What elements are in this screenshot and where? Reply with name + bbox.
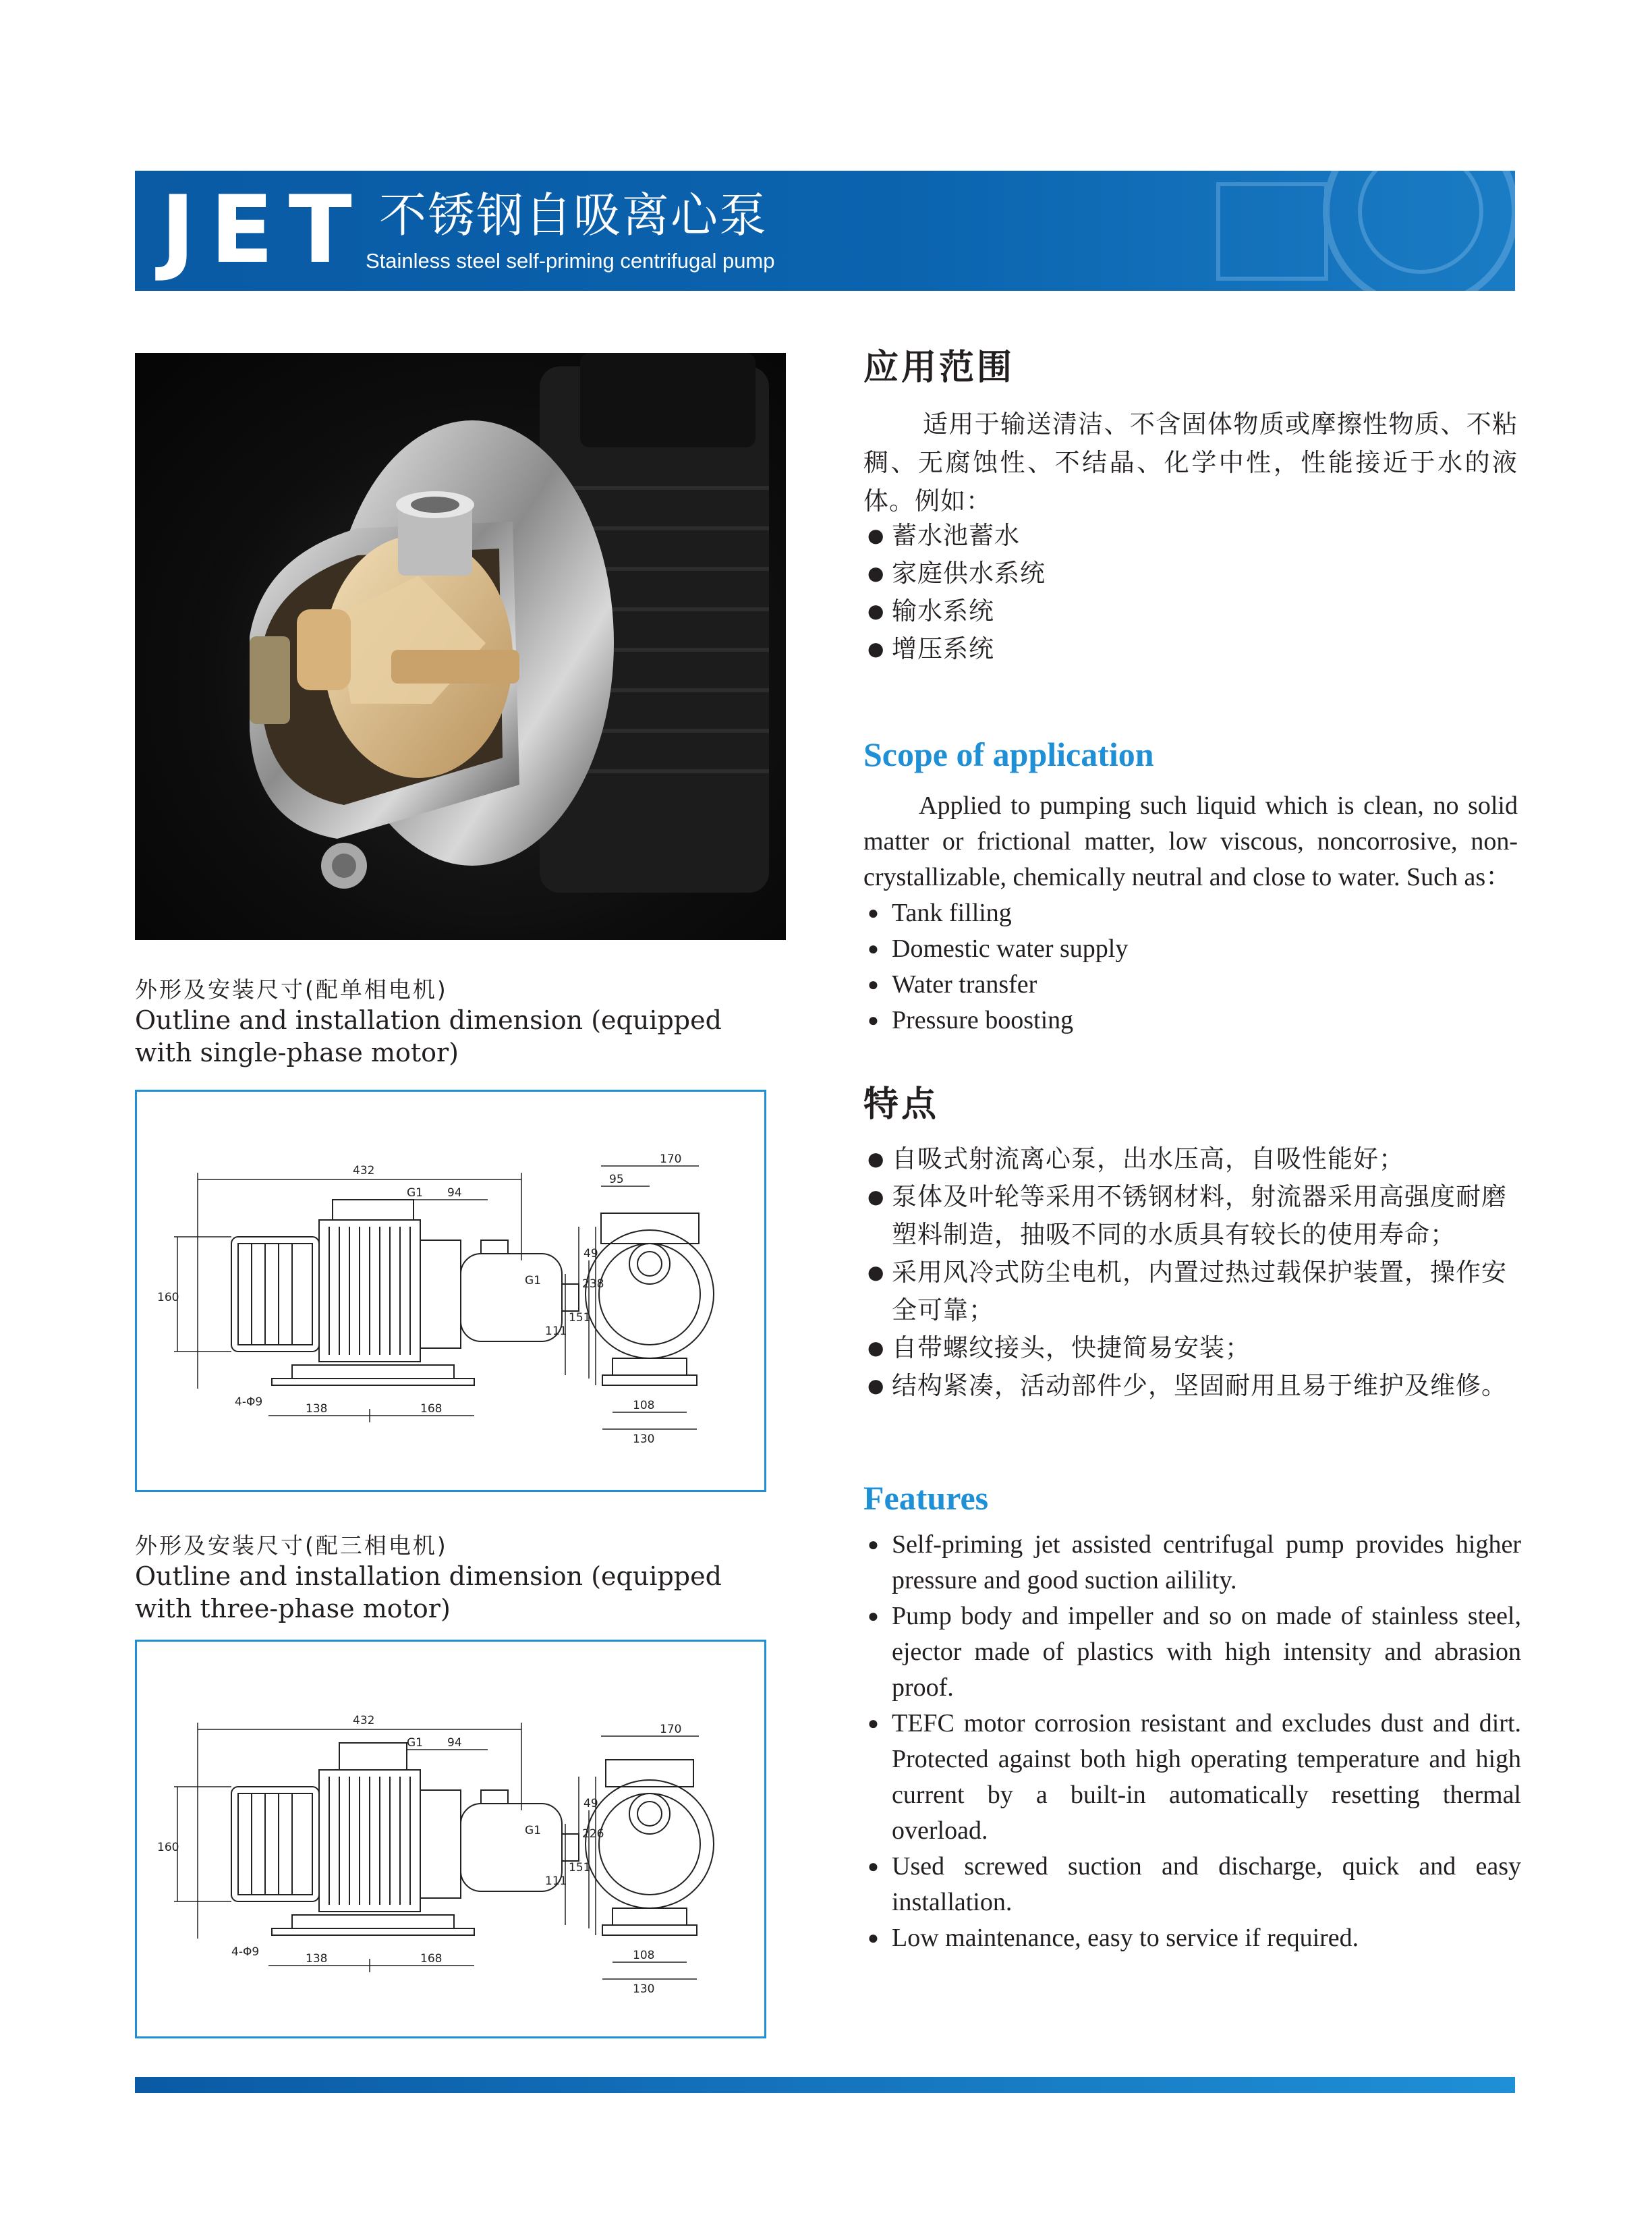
- three-phase-caption: [135, 1532, 782, 1625]
- dim-130: 130: [633, 1982, 655, 1996]
- single-phase-caption: [135, 976, 782, 1069]
- dim-432: 432: [353, 1714, 375, 1727]
- list-item: ● Tank filling: [863, 895, 1521, 931]
- features-list-en: [863, 1527, 1521, 1956]
- dim-151: 151: [569, 1861, 591, 1874]
- list-item: ● Used screwed suction and discharge, quick and easy installation.: [863, 1849, 1521, 1920]
- brand-jet: JET: [161, 175, 367, 284]
- list-item: ● Pressure boosting: [863, 1003, 1521, 1038]
- header-banner: [135, 171, 1515, 291]
- list-item: ● 自带螺纹接头，快捷简易安装；: [863, 1329, 1521, 1367]
- dim-holes: 4-Φ9: [235, 1395, 263, 1409]
- bullet-icon: ●: [867, 1148, 885, 1170]
- bullet-icon: ●: [867, 1606, 879, 1627]
- dim-g1-top: G1: [407, 1736, 423, 1750]
- dim-108: 108: [633, 1949, 655, 1962]
- single-phase-dimension-drawing: [135, 1090, 766, 1492]
- list-item: ● 蓄水池蓄水: [863, 517, 1521, 555]
- list-item: ● 采用风冷式防尘电机，内置过热过载保护装置，操作安全可靠；: [863, 1254, 1521, 1329]
- scope-list-cn: [863, 517, 1521, 668]
- features-heading-cn: 特点: [863, 1084, 940, 1125]
- dim-170: 170: [660, 1723, 682, 1736]
- dim-95: 95: [609, 1173, 624, 1186]
- dim-170: 170: [660, 1152, 682, 1166]
- bullet-icon: ●: [867, 1261, 885, 1283]
- scope-list-en: [863, 895, 1521, 1038]
- page-title-en: Stainless steel self-priming centrifugal pump: [366, 249, 775, 273]
- dim-g1-side: G1: [525, 1274, 541, 1287]
- single-phase-caption-cn: 外形及安装尺寸(配单相电机): [135, 976, 448, 1003]
- list-item: ● 结构紧凑，活动部件少，坚固耐用且易于维护及维修。: [863, 1367, 1521, 1405]
- bullet-icon: ●: [867, 1186, 885, 1208]
- dim-238: 238: [582, 1277, 604, 1291]
- banner-pump-watermark: [1137, 171, 1515, 291]
- dim-108: 108: [633, 1399, 655, 1412]
- scope-heading-cn: 应用范围: [863, 347, 1015, 388]
- bullet-icon: ●: [867, 562, 885, 584]
- list-item: ● Low maintenance, easy to service if required.: [863, 1920, 1521, 1956]
- dim-160: 160: [157, 1291, 179, 1304]
- features-list-cn: [863, 1140, 1521, 1405]
- bullet-icon: ●: [867, 1928, 879, 1949]
- bullet-icon: ●: [867, 903, 879, 924]
- dim-111: 111: [545, 1874, 567, 1888]
- list-item: ● Self-priming jet assisted centrifugal pump provides higher pressure and good suction ailility.: [863, 1527, 1521, 1598]
- list-item: ● Pump body and impeller and so on made of stainless steel, ejector made of plastics with high intensity and abrasion proof.: [863, 1598, 1521, 1706]
- bullet-icon: ●: [867, 600, 885, 622]
- bullet-icon: ●: [867, 974, 879, 995]
- list-item: ● 增压系统: [863, 630, 1521, 668]
- three-phase-caption-en: Outline and installation dimension (equipped with three-phase motor): [135, 1561, 722, 1623]
- dim-168: 168: [420, 1952, 443, 1966]
- features-heading-en: Features: [863, 1479, 989, 1517]
- scope-paragraph-cn: 适用于输送清洁、不含固体物质或摩擦性物质、不粘稠、无腐蚀性、不结晶、化学中性，性能接近于水的液体。例如：: [863, 410, 1518, 516]
- dim-94: 94: [447, 1186, 462, 1200]
- dim-g1-top: G1: [407, 1186, 423, 1200]
- list-item: ● 输水系统: [863, 592, 1521, 630]
- dim-g1-side: G1: [525, 1824, 541, 1837]
- scope-heading-en: Scope of application: [863, 735, 1154, 773]
- dim-111: 111: [545, 1325, 567, 1338]
- dim-160: 160: [157, 1841, 179, 1854]
- list-item: ● 自吸式射流离心泵，出水压高，自吸性能好；: [863, 1140, 1521, 1178]
- dim-94: 94: [447, 1736, 462, 1750]
- bullet-icon: ●: [867, 1010, 879, 1031]
- bullet-icon: ●: [867, 638, 885, 660]
- scope-paragraph-en: Applied to pumping such liquid which is clean, no solid matter or frictional matter, low viscous, noncorrosive, non-crystallizable, chemically neutral and close to water. Such as：: [863, 791, 1518, 891]
- bullet-icon: ●: [867, 1856, 879, 1877]
- list-item: ● Domestic water supply: [863, 931, 1521, 967]
- dim-49: 49: [583, 1797, 598, 1810]
- footer-bar: [135, 2077, 1515, 2093]
- dim-130: 130: [633, 1432, 655, 1446]
- dim-49: 49: [583, 1247, 598, 1260]
- list-item: ● 泵体及叶轮等采用不锈钢材料，射流器采用高强度耐磨塑料制造，抽吸不同的水质具有较长的使用寿命；: [863, 1178, 1521, 1254]
- dim-138: 138: [306, 1402, 328, 1416]
- dim-226: 226: [582, 1827, 604, 1841]
- bullet-icon: ●: [867, 1337, 885, 1359]
- dim-168: 168: [420, 1402, 443, 1416]
- list-item: ● Water transfer: [863, 967, 1521, 1003]
- dim-138: 138: [306, 1952, 328, 1966]
- page-title-cn: 不锈钢自吸离心泵: [379, 188, 768, 243]
- three-phase-dimension-drawing: [135, 1640, 766, 2038]
- dim-432: 432: [353, 1164, 375, 1177]
- dim-151: 151: [569, 1311, 591, 1325]
- bullet-icon: ●: [867, 1374, 885, 1397]
- single-phase-caption-en: Outline and installation dimension (equipped with single-phase motor): [135, 1005, 722, 1067]
- list-item: ● TEFC motor corrosion resistant and excludes dust and dirt. Protected against both high operating temperature and high current by a built-in automatically resetting thermal overload.: [863, 1706, 1521, 1849]
- dim-holes: 4-Φ9: [231, 1945, 260, 1959]
- list-item: ● 家庭供水系统: [863, 555, 1521, 592]
- bullet-icon: ●: [867, 939, 879, 959]
- pump-cutaway-photo: [135, 353, 786, 940]
- bullet-icon: ●: [867, 524, 885, 547]
- bullet-icon: ●: [867, 1713, 879, 1734]
- three-phase-caption-cn: 外形及安装尺寸(配三相电机): [135, 1532, 448, 1559]
- bullet-icon: ●: [867, 1534, 879, 1555]
